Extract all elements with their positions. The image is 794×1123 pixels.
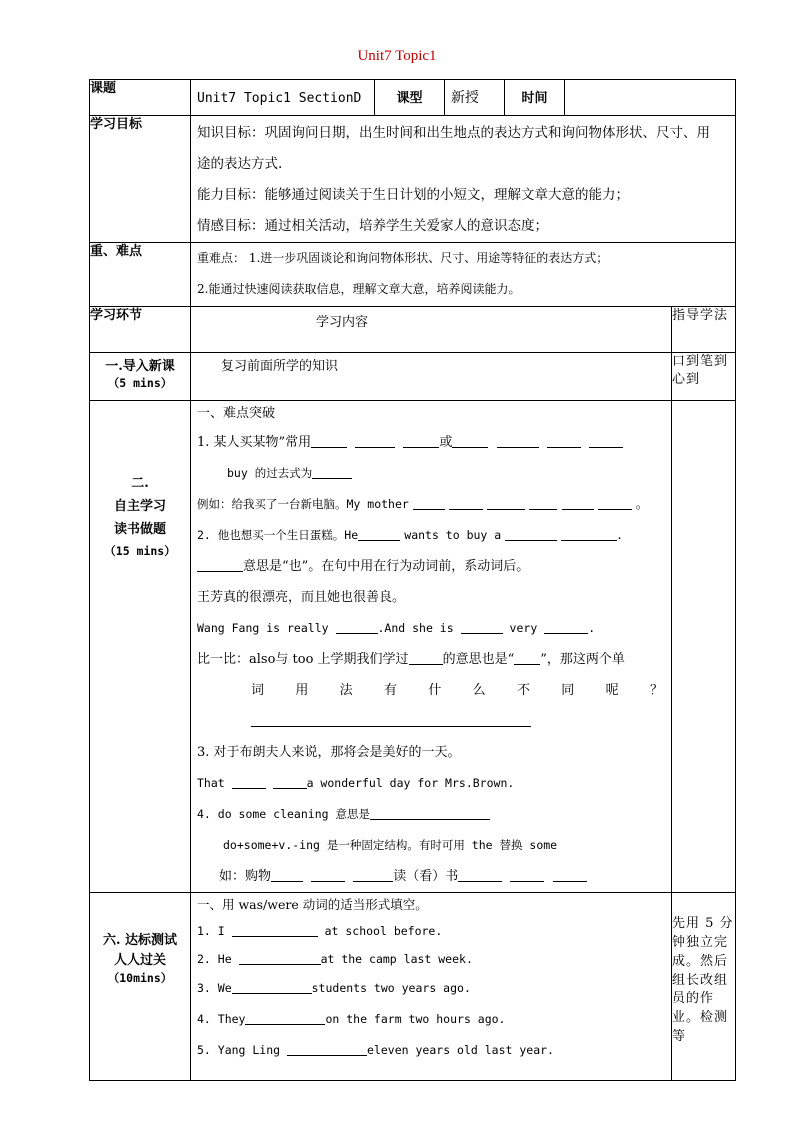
ex1-end: 。: [635, 497, 649, 512]
self-study-content: [191, 401, 672, 893]
q4-text: 4. do some cleaning 意思是: [197, 807, 370, 821]
self-study-guide: [672, 401, 736, 893]
document-title: Unit7 Topic1: [357, 48, 437, 64]
self-study-stage-time: （15 mins）: [104, 544, 176, 559]
q1-line: [191, 427, 671, 458]
q3-text: 3. 对于布朗夫人来说，那将会是美好的一天。: [197, 745, 461, 760]
test-item-prefix: 5. Yang Ling: [197, 1043, 281, 1057]
self-study-heading: 一、难点突破: [197, 406, 276, 421]
test-guide: 先用 5 分钟独立完成。然后组长改组员的作业。检测等: [672, 893, 736, 1081]
compare-word: 词: [251, 683, 265, 698]
label-time: 时间: [505, 80, 565, 116]
test-item-suffix: on the farm two hours ago.: [325, 1012, 506, 1026]
test-item: [191, 1035, 671, 1066]
q4-line: [191, 799, 671, 830]
compare-word: ？: [649, 683, 663, 698]
compare-word: 什: [428, 683, 442, 698]
q4-ex-2: 读（看）书: [393, 869, 459, 884]
wang-en-line: [191, 613, 671, 644]
ex1-line: [191, 489, 671, 520]
test-item-prefix: 2. He: [197, 952, 232, 966]
test-item-suffix: at the camp last week.: [320, 952, 473, 966]
q2-note-line: [191, 551, 671, 582]
self-study-stage-num: 二.: [131, 476, 149, 491]
q3-en-line: [191, 768, 671, 799]
test-heading: 一、用 was/were 动词的适当形式填空。: [197, 897, 428, 912]
q3-en-2: a wonderful day for Mrs.Brown.: [306, 776, 515, 790]
wang-en-4: .: [588, 621, 596, 635]
q1b-line: [191, 458, 671, 489]
intro-stage: [90, 353, 191, 401]
test-item-prefix: 3. We: [197, 981, 232, 995]
q1-or: 或: [439, 435, 453, 450]
wang-en-2: .And she is: [377, 621, 454, 635]
test-stage-sub: 人人过关: [113, 952, 166, 968]
test-item-suffix: eleven years old last year.: [367, 1043, 554, 1057]
self-study-stage-name: 自主学习: [113, 498, 166, 514]
wang-en-3: very: [509, 621, 538, 635]
q2-text: 2. 他也想买一个生日蛋糕。He: [197, 528, 359, 542]
test-item: [191, 917, 671, 945]
label-key-points: 重、难点: [90, 243, 191, 307]
topic-value: Unit7 Topic1 SectionD: [191, 80, 375, 116]
test-stage-name: 六. 达标测试: [102, 933, 178, 948]
compare-3: ”，那这两个单: [540, 652, 625, 667]
goal-knowledge-1: 知识目标：巩固询问日期，出生时间和出生地点的表达方式和询问物体形状、尺寸、用: [197, 125, 710, 141]
wang-en-1: Wang Fang is really: [197, 621, 329, 635]
test-item-suffix: students two years ago.: [311, 981, 471, 995]
q4-ex-1: 如：购物: [219, 869, 272, 884]
self-study-stage-sub: 读书做题: [113, 521, 166, 537]
q2-end: .: [617, 528, 622, 543]
compare-word: 同: [561, 683, 575, 698]
self-study-stage: [90, 401, 191, 893]
q4-ex-line: [191, 861, 671, 892]
compare-word: 不: [516, 683, 530, 698]
q2-line: [191, 520, 671, 551]
compare-word: 用: [295, 683, 309, 698]
compare-word: 呢: [605, 683, 619, 698]
label-goals: 学习目标: [90, 116, 191, 243]
compare-word: 有: [383, 683, 397, 698]
goal-knowledge-2: 途的表达方式.: [197, 156, 283, 172]
q4-note: do+some+v.-ing 是一种固定结构。有时可用 the 替换 some: [223, 838, 558, 852]
compare-line: [191, 644, 671, 675]
time-value: [565, 80, 736, 116]
test-stage-time: （10mins）: [107, 971, 173, 985]
compare-words-line: [191, 675, 671, 706]
key-point-1: 重难点： 1.进一步巩固谈论和询问物体形状、尺寸、用途等特征的表达方式；: [197, 251, 609, 265]
col-content: 学习内容: [191, 307, 672, 353]
intro-stage-name: 一.导入新课: [105, 359, 175, 374]
goals-content: [191, 116, 736, 243]
col-guide: 指导学法: [672, 307, 736, 353]
test-item-prefix: 1. I: [197, 924, 225, 938]
q2-mid: wants to buy a: [404, 528, 502, 542]
compare-word: 法: [339, 683, 353, 698]
type-value: 新授: [445, 80, 505, 116]
wang-cn: 王芳真的很漂亮，而且她也很善良。: [197, 590, 406, 605]
test-content: [191, 893, 672, 1081]
intro-stage-time: （5 mins）: [107, 375, 173, 390]
key-point-2: 2.能通过快速阅读获取信息，理解文章大意，培养阅读能力。: [197, 282, 521, 296]
intro-content: 复习前面所学的知识: [191, 353, 672, 401]
lesson-plan-table: [89, 79, 736, 1081]
compare-answer-line: [191, 706, 671, 737]
compare-word: 么: [472, 683, 486, 698]
intro-guide: 口到笔到心到: [672, 353, 736, 401]
col-stage: 学习环节: [90, 307, 191, 353]
goal-ability: 能力目标：能够通过阅读关于生日计划的小短文，理解文章大意的能力；: [197, 187, 629, 203]
test-item: [191, 973, 671, 1004]
test-stage: [90, 893, 191, 1081]
compare-1: 比一比：also与 too 上学期我们学过: [197, 652, 409, 667]
goal-emotion: 情感目标：通过相关活动，培养学生关爱家人的意识态度；: [197, 218, 548, 234]
q1b-text: buy 的过去式为: [227, 466, 313, 480]
compare-2: 的意思也是“: [442, 652, 515, 667]
label-topic: 课题: [90, 80, 191, 116]
key-points-content: [191, 243, 736, 307]
test-item-suffix: at school before.: [324, 924, 443, 938]
test-item-prefix: 4. They: [197, 1012, 246, 1026]
q2-note: 意思是“也”。在句中用在行为动词前，系动词后。: [243, 559, 530, 574]
ex1-text: 例如：给我买了一台新电脑。My mother: [197, 497, 409, 511]
q1-text: 1. 某人买某物”常用: [197, 435, 312, 450]
test-item: [191, 1004, 671, 1035]
test-item: [191, 945, 671, 973]
label-type: 课型: [375, 80, 445, 116]
q3-en-1: That: [197, 776, 225, 790]
